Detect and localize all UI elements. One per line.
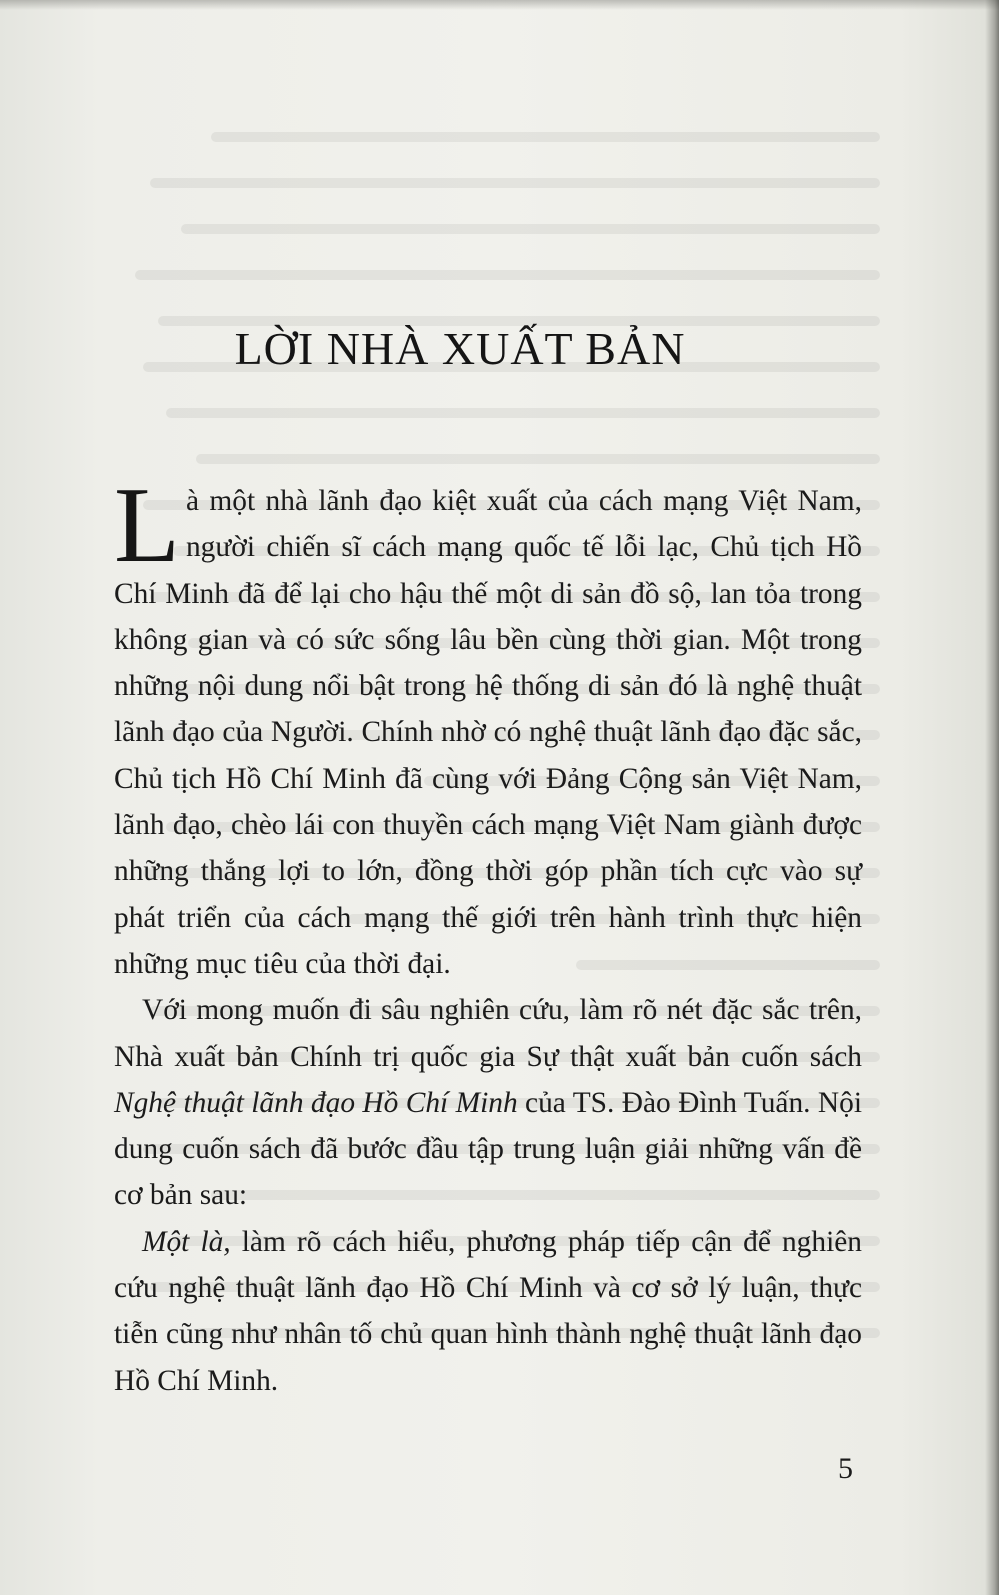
page-number: 5 (838, 1452, 853, 1485)
paragraph-intro (114, 466, 862, 987)
page-top-shadow (0, 0, 999, 10)
paragraph-intro-text: à một nhà lãnh đạo kiệt xuất của cách mạng Việt Nam, người chiến sĩ cách mạng quốc tế lỗi lạc, Chủ tịch Hồ Chí Minh đã để lại cho hậu thế một di sản đồ sộ, lan tỏa trong không gian và có sức sống lâu bền cùng thời gian. Một trong những nội dung nổi bật trong hệ thống di sản đó là nghệ thuật lãnh đạo của Người. Chính nhờ có nghệ thuật lãnh đạo đặc sắc, Chủ tịch Hồ Chí Minh đã cùng với Đảng Cộng sản Việt Nam, lãnh đạo, chèo lái con thuyền cách mạng Việt Nam giành được những thắng lợi to lớn, đồng thời góp phần tích cực vào sự phát triển của cách mạng thế giới trên hành trình thực hiện những mục tiêu của thời đại. (114, 485, 862, 980)
point-one-lead: Một là, (142, 1225, 231, 1258)
drop-cap: L (114, 466, 180, 585)
page-title: LỜI NHÀ XUẤT BẢN (234, 323, 686, 374)
body-text (114, 466, 862, 1404)
page-right-edge-shadow (985, 0, 999, 1595)
paragraph-point-one (114, 1219, 862, 1404)
book-title-italic: Nghệ thuật lãnh đạo Hồ Chí Minh (114, 1086, 518, 1119)
paragraph-purpose-before: Với mong muốn đi sâu nghiên cứu, làm rõ nét đặc sắc trên, Nhà xuất bản Chính trị quốc gia Sự thật xuất bản cuốn sách (114, 994, 862, 1073)
paragraph-purpose-after: của TS. Đào Đình Tuấn. Nội dung cuốn sách đã bước đầu tập trung luận giải những vấn đề cơ bản sau: (114, 1086, 862, 1212)
paragraph-purpose (114, 987, 862, 1218)
point-one-text: làm rõ cách hiểu, phương pháp tiếp cận để nghiên cứu nghệ thuật lãnh đạo Hồ Chí Minh và cơ sở lý luận, thực tiễn cũng như nhân tố chủ quan hình thành nghệ thuật lãnh đạo Hồ Chí Minh. (114, 1225, 862, 1397)
